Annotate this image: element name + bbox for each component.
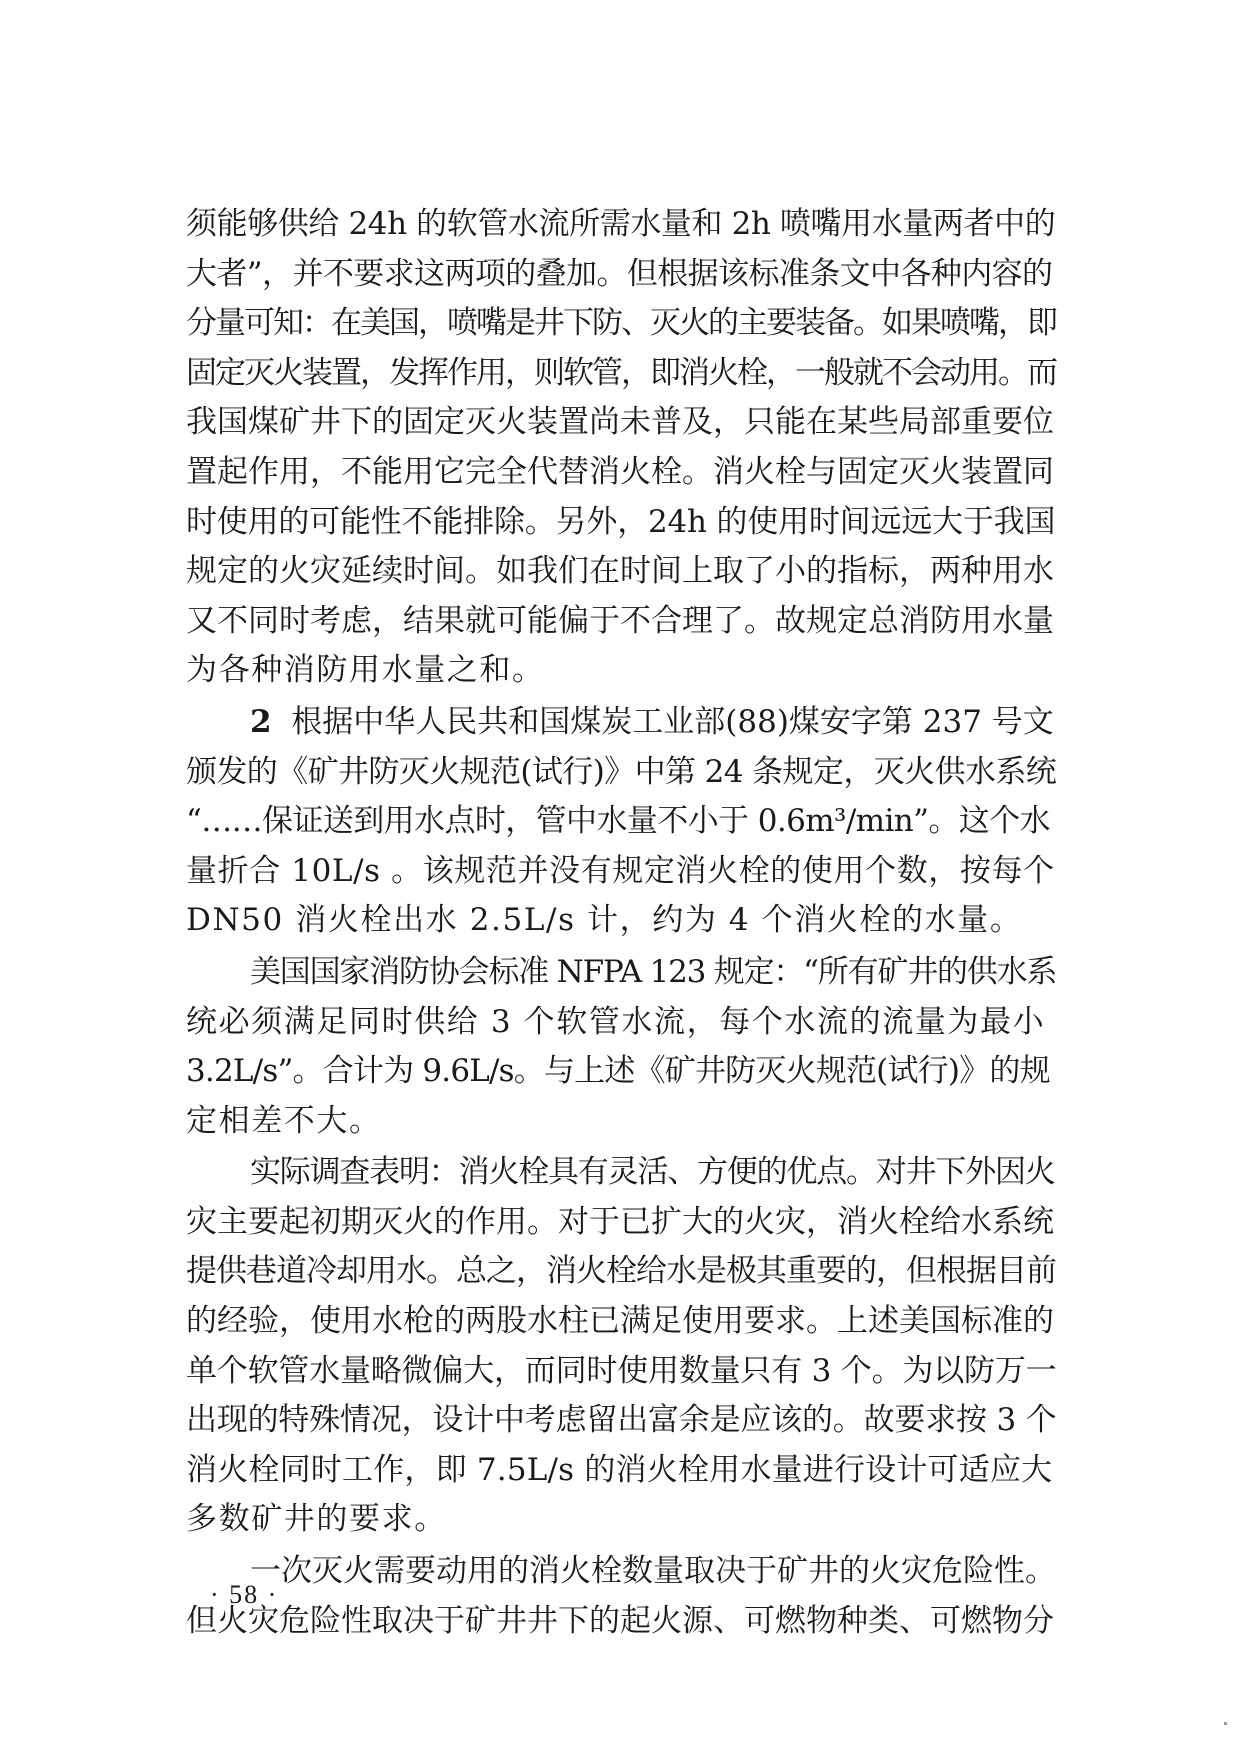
text-line: 一次灭火需要动用的消火栓数量取决于矿井的火灾危险性。 [250,1553,1056,1590]
text-line: 为各种消防用水量之和。 [186,652,545,689]
text-line: 出现的特殊情况，设计中考虑留出富余是应该的。故要求按 3 个 [186,1402,1057,1439]
body-text [186,200,1056,1648]
text-line: 又不同时考虑，结果就可能偏于不合理了。故规定总消防用水量 [186,602,1054,639]
text-line: 置起作用，不能用它完全代替消火栓。消火栓与固定灭火装置同 [186,453,1054,490]
text-line: 实际调查表明：消火栓具有灵活、方便的优点。对井下外因火 [250,1154,1055,1191]
text-line: 量折合 10L/s 。该规范并没有规定消火栓的使用个数，按每个 [186,852,1055,889]
text-line: 定相差不大。 [186,1102,382,1139]
text-line: 我国煤矿井下的固定灭火装置尚未普及，只能在某些局部重要位 [186,404,1054,441]
page-number: · 58 · [210,1580,279,1609]
text-line: 消火栓同时工作，即 7.5L/s 的消火栓用水量进行设计可适应大 [186,1451,1053,1488]
text-line: 提供巷道冷却用水。总之，消火栓给水是极其重要的，但根据目前 [186,1253,1056,1290]
scan-mark [1224,1722,1227,1725]
text-line: 3.2L/s”。合计为 9.6L/s。与上述《矿井防灭火规范(试行)》的规 [186,1053,1050,1090]
text-line: 但火灾危险性取决于矿井井下的起火源、可燃物种类、可燃物分 [186,1602,1054,1639]
text-line: 时使用的可能性不能排除。另外，24h 的使用时间远远大于我国 [186,503,1056,540]
text-line: “……保证送到用水点时，管中水量不小于 0.6m³/min”。这个水 [186,803,1050,840]
text-line: 颁发的《矿井防灭火规范(试行)》中第 24 条规定，灭火供水系统 [186,753,1057,790]
text-line [186,698,1056,748]
text-line: DN50 消火栓出水 2.5L/s 计，约为 4 个消火栓的水量。 [186,902,1023,939]
text-line: 规定的火灾延续时间。如我们在时间上取了小的指标，两种用水 [186,553,1054,590]
paragraph-5 [186,1547,1056,1646]
text-line: 固定灭火装置，发挥作用，则软管，即消火栓，一般就不会动用。而 [186,354,1056,391]
text-line: 单个软管水量略微偏大，而同时使用数量只有 3 个。为以防万一 [186,1352,1057,1389]
text-line: 灾主要起初期灭火的作用。对于已扩大的火灾，消火栓给水系统 [186,1203,1054,1240]
text-line: 统必须满足同时供给 3 个软管水流，每个水流的流量为最小 [186,1003,1046,1040]
text-line: 分量可知：在美国，喷嘴是井下防、灭火的主要装备。如果喷嘴，即 [186,305,1056,342]
text-line: 大者”，并不要求这两项的叠加。但根据该标准条文中各种内容的 [186,255,1053,292]
paragraph-2 [186,698,1056,946]
item-number: 2 [250,703,272,740]
text-line: 的经验，使用水枪的两股水柱已满足使用要求。上述美国标准的 [186,1303,1054,1340]
text-line: 美国国家消防协会标准 NFPA 123 规定：“所有矿井的供水系 [250,953,1057,990]
text-line-content: 根据中华人民共和国煤炭工业部(88)煤安字第 237 号文 [291,703,1054,740]
paragraph-1 [186,200,1056,696]
text-line: 多数矿井的要求。 [186,1501,447,1538]
paragraph-4 [186,1148,1056,1545]
paragraph-3 [186,948,1056,1146]
text-line: 须能够供给 24h 的软管水流所需水量和 2h 喷嘴用水量两者中的 [186,206,1056,242]
